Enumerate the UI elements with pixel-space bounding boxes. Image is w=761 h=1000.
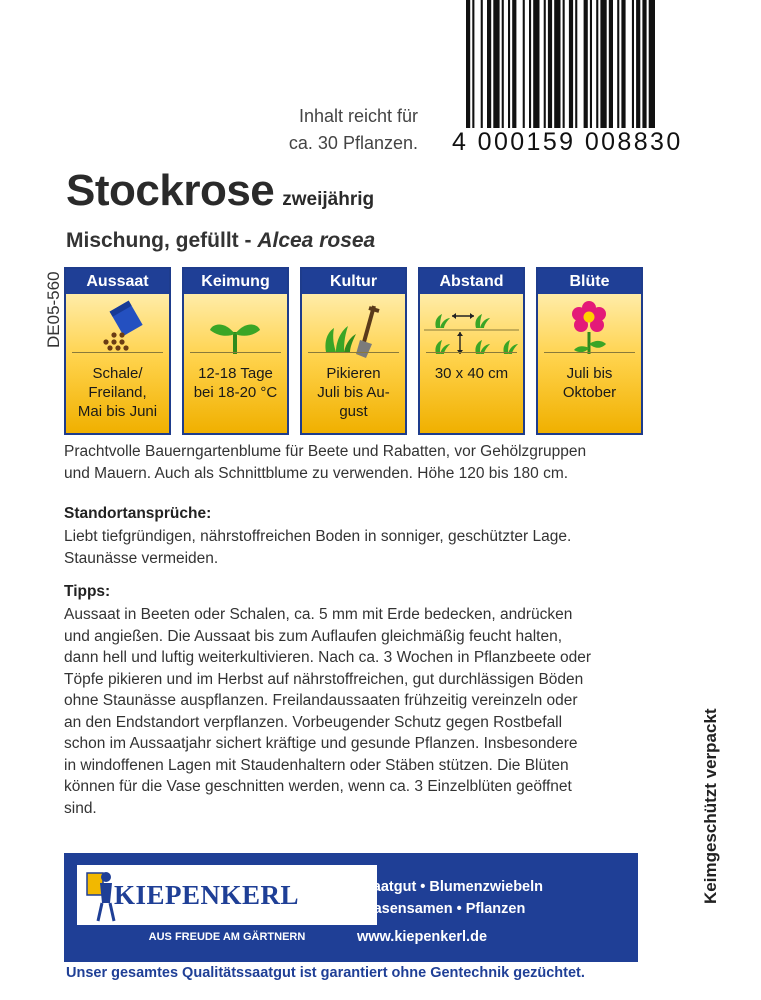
brand-slogan: AUS FREUDE AM GÄRTNERN — [77, 925, 377, 950]
footer-note: Unser gesamtes Qualitätssaatgut ist garantiert ohne Gentechnik gezüchtet. — [66, 965, 585, 981]
tipps-line: Töpfe pikieren und im Herbst auf nährstoffreichen, gut durchlässigen Böden — [64, 670, 584, 688]
variety-text: Mischung, gefüllt - — [66, 229, 258, 252]
card-abstand — [418, 267, 525, 435]
seed-sowing-icon — [66, 296, 169, 364]
intro-line: Prachtvolle Bauerngartenblume für Beete und Rabatten, vor Gehölzgruppen — [64, 443, 587, 460]
card-heading: Keimung — [184, 269, 287, 294]
spacing-icon — [420, 296, 523, 364]
intro-line: und Mauern. Auch als Schnittblume zu verwenden. Höhe 120 bis 180 cm. — [64, 464, 569, 482]
card-text-line: 12-18 Tage — [198, 365, 273, 382]
tipps-line: ohne Staunässe auspflanzen. Freilandaussaaten frühzeitig vereinzeln oder — [64, 692, 578, 709]
card-text-line: Juli bis Au- — [317, 384, 390, 401]
tipps-line: sind. — [64, 799, 97, 817]
card-text-line: Oktober — [562, 384, 617, 401]
kiepenkerl-figure-icon — [84, 867, 116, 923]
card-heading: Blüte — [538, 269, 641, 294]
card-text-line: gust — [339, 403, 368, 420]
intro-text — [64, 441, 694, 484]
standort-line: Liebt tiefgründigen, nährstoffreichen Boden in sonniger, geschützter Lage. — [64, 528, 572, 545]
card-aussaat — [64, 267, 171, 435]
content-note-line2: ca. 30 Pflanzen. — [288, 133, 418, 153]
tipps-text — [64, 604, 694, 819]
card-heading: Kultur — [302, 269, 405, 294]
card-keimung — [182, 267, 289, 435]
card-text-line: Pikieren — [326, 365, 381, 382]
card-text — [422, 364, 521, 383]
barcode-digits: 4 000159 008830 — [452, 128, 683, 156]
card-text-line: Schale/ — [92, 365, 143, 382]
brand-item: • Rasensamen • Pflanzen — [354, 901, 526, 917]
soil-line — [544, 352, 635, 353]
standort-line: Staunässe vermeiden. — [64, 549, 219, 567]
standort-text — [64, 526, 694, 569]
card-text — [540, 364, 639, 402]
soil-line — [190, 352, 281, 353]
product-name: Stockrose — [66, 166, 275, 215]
card-text-line: Mai bis Juni — [77, 403, 158, 420]
tipps-line: an den Endstandort verpflanzen. Vorbeugender Schutz gegen Rostbefall — [64, 713, 563, 731]
card-text-line: Freiland, — [88, 384, 147, 401]
tipps-line: und angießen. Die Aussaat bis zum Auflaufen gleichmäßig feucht halten, — [64, 627, 563, 645]
article-code: DE05-560 — [44, 271, 63, 348]
soil-line — [308, 352, 399, 353]
brand-website: www.kiepenkerl.de — [357, 929, 488, 945]
product-title — [66, 166, 374, 216]
brand-item: • Saatgut • Blumenzwiebeln — [354, 879, 544, 895]
latin-name: Alcea rosea — [257, 229, 376, 252]
tipps-line: können für die Vase geschnitten werden, wenn ca. 3 Einzelblüten geöffnet — [64, 778, 572, 795]
card-text — [186, 364, 285, 402]
brand-name: KIEPENKERL — [114, 880, 300, 910]
side-note: Keimgeschützt verpackt — [701, 708, 720, 904]
card-text — [304, 364, 403, 421]
tipps-line: Aussaat in Beeten oder Schalen, ca. 5 mm mit Erde bedecken, andrücken — [64, 606, 573, 623]
tipps-line: in windoffenen Lagen mit Staudenhaltern oder Stäben stützen. Die Blüten — [64, 756, 569, 774]
card-bluete — [536, 267, 643, 435]
card-text — [68, 364, 167, 421]
card-heading: Aussaat — [66, 269, 169, 294]
product-subtitle — [66, 229, 375, 253]
card-heading: Abstand — [420, 269, 523, 294]
brand-bar — [64, 853, 638, 962]
standort-heading: Standortansprüche: — [64, 505, 212, 522]
card-text-line: 30 x 40 cm — [434, 365, 509, 382]
soil-line — [72, 352, 163, 353]
content-note-line1: Inhalt reicht für — [298, 106, 418, 126]
tipps-line: dann hell und luftig weiterkultivieren. Nach ca. 3 Wochen in Pflanzbeete oder — [64, 649, 592, 666]
tipps-line: schon im Aussaatjahr sichert kräftige und gesunde Pflanzen. Insbesondere — [64, 735, 578, 752]
tipps-heading: Tipps: — [64, 583, 111, 600]
flower-icon — [538, 296, 641, 364]
card-kultur — [300, 267, 407, 435]
product-title-suffix: zweijährig — [282, 189, 375, 210]
content-note — [258, 103, 418, 157]
card-text-line: Juli bis — [566, 365, 613, 382]
card-text-line: bei 18-20 °C — [193, 384, 278, 401]
seedling-icon — [184, 296, 287, 364]
spade-icon — [302, 296, 405, 364]
soil-line — [426, 352, 517, 353]
